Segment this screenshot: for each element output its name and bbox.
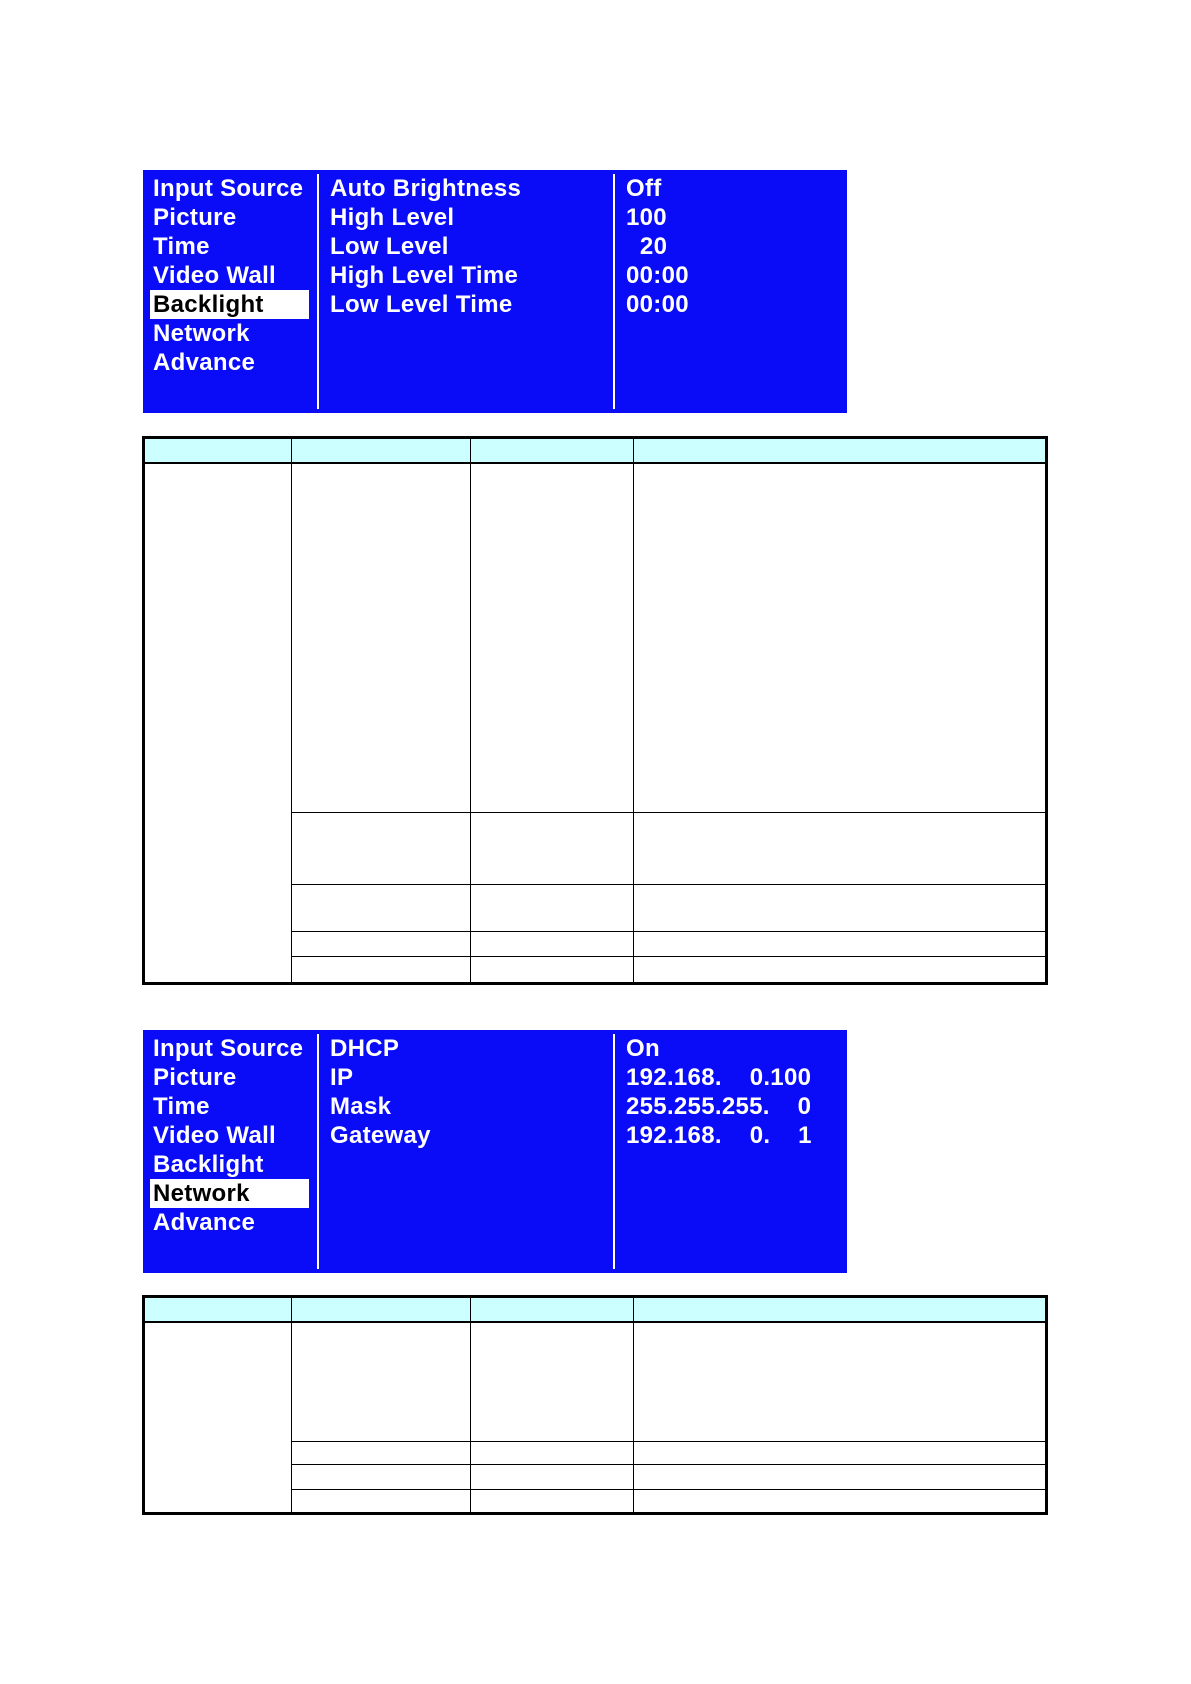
menu-item-network-selected[interactable]: Network xyxy=(150,1179,309,1208)
table-column-divider xyxy=(291,439,292,982)
setting-high-level-time[interactable]: High Level Time xyxy=(330,262,519,289)
setting-high-level[interactable]: High Level xyxy=(330,204,455,231)
setting-low-level-time[interactable]: Low Level Time xyxy=(330,291,513,318)
menu-item-video-wall[interactable]: Video Wall xyxy=(153,1122,277,1149)
menu-item-time[interactable]: Time xyxy=(153,233,210,260)
menu-item-advance[interactable]: Advance xyxy=(153,349,256,376)
osd-menu-column xyxy=(143,1034,317,1269)
table-row-divider xyxy=(291,1464,1045,1465)
setting-gateway[interactable]: Gateway xyxy=(330,1122,431,1149)
menu-item-input-source[interactable]: Input Source xyxy=(153,175,304,202)
table-row-divider xyxy=(291,1441,1045,1442)
value-dhcp: On xyxy=(626,1035,660,1062)
table-row-divider xyxy=(291,956,1045,957)
osd-menu-column xyxy=(143,174,317,409)
value-gateway: 192.168. 0. 1 xyxy=(626,1122,812,1149)
setting-low-level[interactable]: Low Level xyxy=(330,233,449,260)
value-auto-brightness: Off xyxy=(626,175,662,202)
value-low-level-time: 00:00 xyxy=(626,291,689,318)
table-header-row xyxy=(145,1298,1045,1323)
setting-auto-brightness[interactable]: Auto Brightness xyxy=(330,175,522,202)
menu-item-picture[interactable]: Picture xyxy=(153,204,237,231)
value-high-level-time: 00:00 xyxy=(626,262,689,289)
value-mask: 255.255.255. 0 xyxy=(626,1093,812,1120)
menu-item-input-source[interactable]: Input Source xyxy=(153,1035,304,1062)
setting-dhcp[interactable]: DHCP xyxy=(330,1035,400,1062)
table-row-divider xyxy=(291,1489,1045,1490)
value-high-level: 100 xyxy=(626,204,667,231)
table-column-divider xyxy=(470,439,471,982)
osd-items-column xyxy=(317,1034,615,1269)
table-row-divider xyxy=(291,884,1045,885)
table-column-divider xyxy=(633,1298,634,1512)
table-row-divider xyxy=(291,931,1045,932)
menu-item-video-wall[interactable]: Video Wall xyxy=(153,262,277,289)
setting-ip[interactable]: IP xyxy=(330,1064,354,1091)
menu-item-advance[interactable]: Advance xyxy=(153,1209,256,1236)
value-ip: 192.168. 0.100 xyxy=(626,1064,812,1091)
osd-values-column xyxy=(613,174,847,409)
setting-mask[interactable]: Mask xyxy=(330,1093,392,1120)
osd-items-column xyxy=(317,174,615,409)
osd-network-panel xyxy=(143,1030,847,1273)
table-column-divider xyxy=(470,1298,471,1512)
backlight-settings-table xyxy=(142,436,1048,985)
table-header-row xyxy=(145,439,1045,464)
osd-backlight-panel xyxy=(143,170,847,413)
menu-item-backlight-selected[interactable]: Backlight xyxy=(150,290,309,319)
value-low-level: 20 xyxy=(626,233,668,260)
network-settings-table xyxy=(142,1295,1048,1515)
table-row-divider xyxy=(291,812,1045,813)
osd-values-column xyxy=(613,1034,847,1269)
menu-item-picture[interactable]: Picture xyxy=(153,1064,237,1091)
menu-item-time[interactable]: Time xyxy=(153,1093,210,1120)
menu-item-network[interactable]: Network xyxy=(153,320,250,347)
table-column-divider xyxy=(291,1298,292,1512)
menu-item-backlight[interactable]: Backlight xyxy=(153,1151,264,1178)
table-column-divider xyxy=(633,439,634,982)
